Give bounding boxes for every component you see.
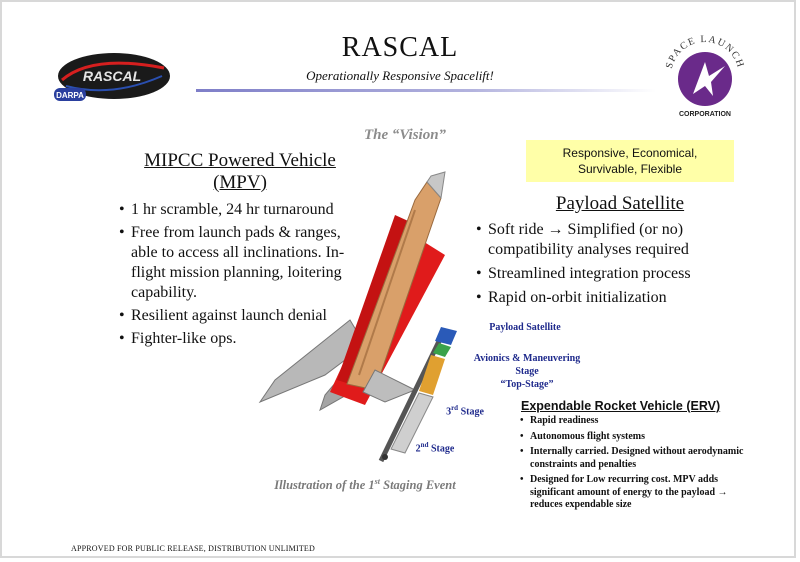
tagline-line1: Responsive, Economical, <box>562 146 698 160</box>
caption-sup: st <box>374 477 380 486</box>
erv-bullet-list <box>520 415 745 515</box>
label-third-sup: rd <box>451 404 459 412</box>
label-second-word: Stage <box>428 443 455 455</box>
payload-heading: Payload Satellite <box>555 193 685 214</box>
label-avionics-stage <box>462 352 592 391</box>
list-item: • Rapid readiness <box>520 415 745 428</box>
list-item: • Resilient against launch denial <box>119 306 359 326</box>
list-item: • Rapid on-orbit initialization <box>476 288 746 308</box>
header-divider <box>196 89 656 92</box>
label-third-num: 3 <box>446 406 452 418</box>
tagline-box <box>526 140 734 182</box>
label-second-stage <box>410 441 460 454</box>
list-item: • Internally carried. Designed without aerodynamic constraints and penalties <box>520 446 745 471</box>
slide-title: RASCAL <box>341 32 459 63</box>
darpa-text: DARPA <box>56 91 84 100</box>
label-payload-satellite: Payload Satellite <box>489 322 561 333</box>
illustration-caption <box>250 477 480 493</box>
slide-subtitle: Operationally Responsive Spacelift! <box>306 68 494 83</box>
caption-suffix: Staging Event <box>380 478 456 493</box>
erv-heading: Expendable Rocket Vehicle (ERV) <box>521 399 721 413</box>
list-item: • Autonomous flight systems <box>520 431 745 444</box>
list-item: • Streamlined integration process <box>476 264 746 284</box>
list-item: • 1 hr scramble, 24 hr turnaround <box>119 200 359 220</box>
logo-arc-text: SPACE LAUNCH <box>663 33 747 70</box>
rascal-logo-text: RASCAL <box>82 68 142 84</box>
vision-heading: The “Vision” <box>363 127 447 143</box>
list-item: • Soft ride → Simplified (or no) compatibility analyses required <box>476 220 746 260</box>
label-avionics-line2: Stage <box>515 366 539 377</box>
space-launch-logo <box>655 32 755 120</box>
label-avionics-line1: Avionics & Maneuvering <box>473 353 581 364</box>
tagline-line2: Survivable, Flexible <box>577 162 683 176</box>
list-item: • Free from launch pads & ranges, able to access all inclinations. In-flight mission planning, loitering capability. <box>119 223 359 303</box>
list-item: • Designed for Low recurring cost. MPV adds significant amount of energy to the payload → reduces expendable size <box>520 474 745 512</box>
label-third-stage <box>440 404 490 417</box>
list-item: • Fighter-like ops. <box>119 329 359 349</box>
label-avionics-line3: “Top-Stage” <box>500 379 554 390</box>
label-third-word: Stage <box>458 406 484 418</box>
rascal-logo <box>52 46 172 106</box>
label-second-num: 2 <box>415 443 421 455</box>
caption-prefix: Illustration of the 1 <box>274 478 375 493</box>
label-second-sup: nd <box>420 441 429 449</box>
release-footer: APPROVED FOR PUBLIC RELEASE, DISTRIBUTION UNLIMITED <box>71 544 315 553</box>
mpv-heading-line1: MIPCC Powered Vehicle <box>144 150 336 171</box>
payload-bullet-list <box>476 220 746 312</box>
mpv-heading-line2: (MPV) <box>213 172 267 193</box>
logo-bottom-text: CORPORATION <box>679 111 731 118</box>
